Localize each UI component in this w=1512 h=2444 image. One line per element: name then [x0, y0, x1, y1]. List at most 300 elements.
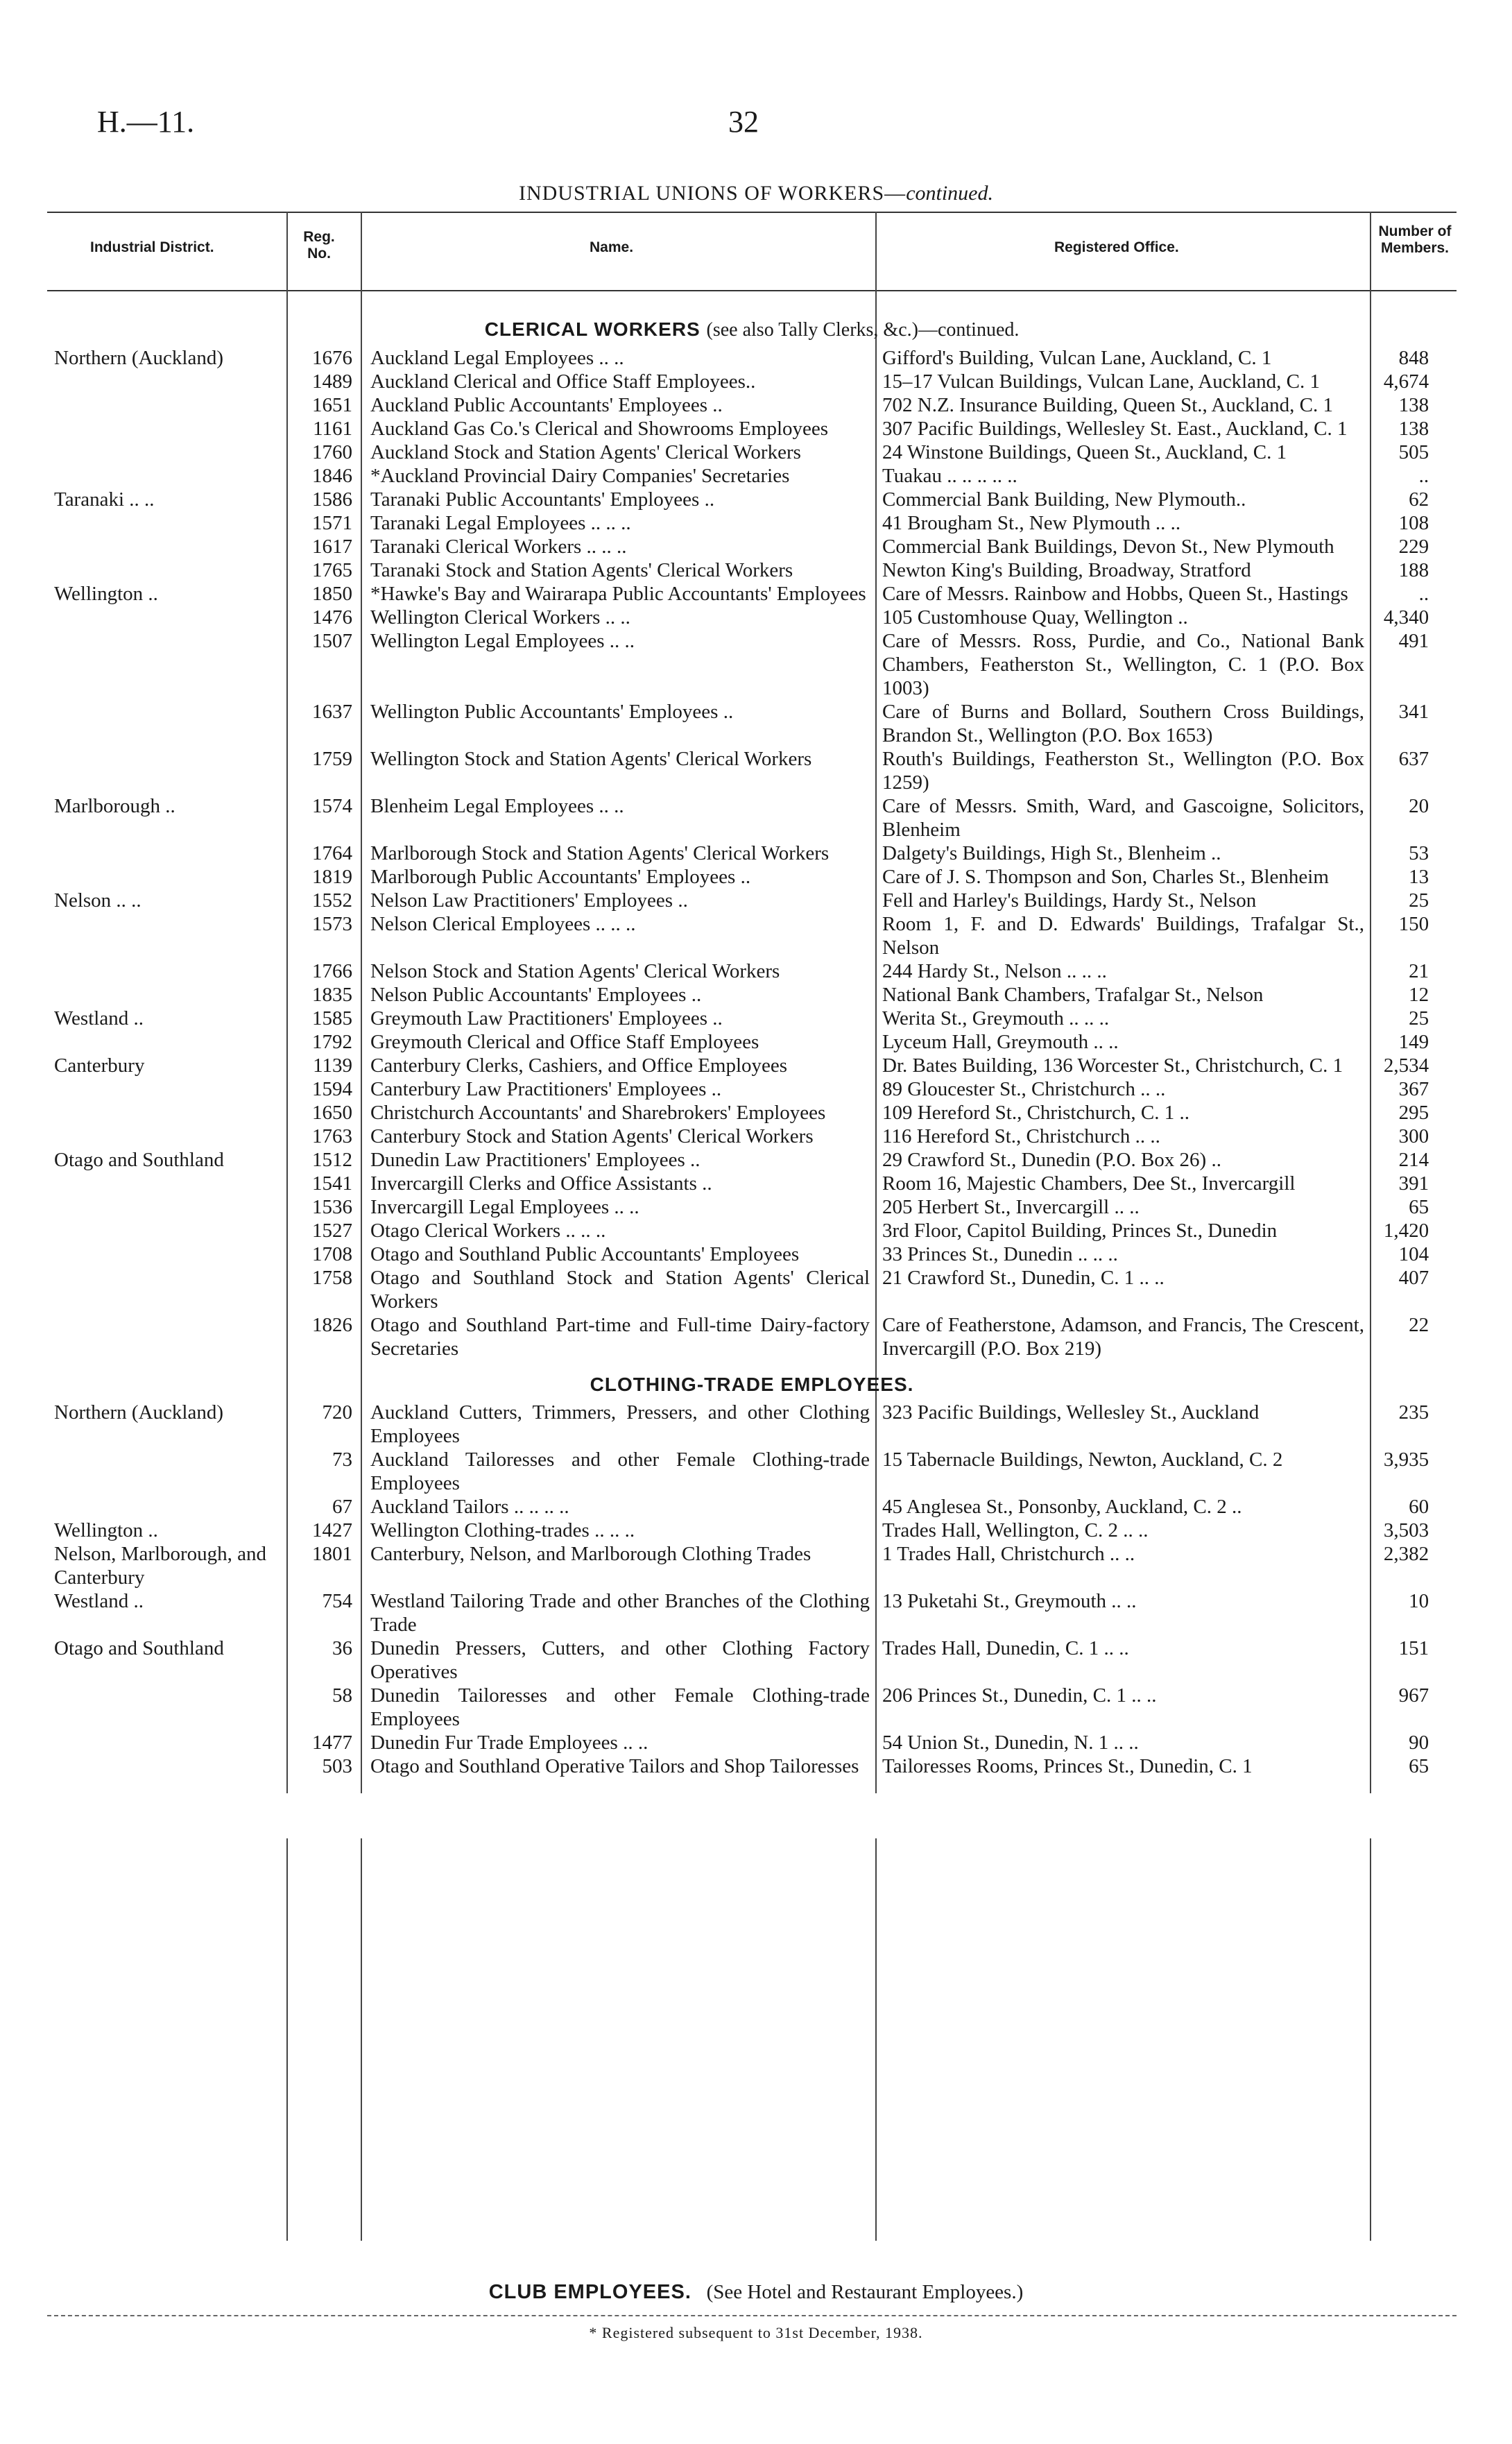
reg-number-cell: 1765: [312, 559, 352, 581]
registered-office-cell: 3rd Floor, Capitol Building, Princes St., Dunedin: [882, 1220, 1278, 1242]
district-cell: Otago and Southland: [54, 1637, 224, 1659]
table-row: [47, 346, 1457, 370]
reg-number-cell: 1476: [312, 606, 352, 629]
union-name-cell: Marlborough Stock and Station Agents' Clerical Workers: [370, 842, 830, 864]
registered-office-cell: Tuakau .. .. .. .. ..: [882, 465, 1017, 487]
district-cell: [47, 1195, 286, 1219]
reg-number-cell: 1801: [312, 1543, 352, 1565]
reg-number-cell: 1586: [312, 488, 352, 511]
union-name-cell: Nelson Clerical Employees .. .. ..: [370, 913, 636, 935]
title-italic: continued.: [906, 182, 993, 205]
district-cell: [47, 606, 286, 629]
reg-number-cell: 1139: [313, 1054, 352, 1077]
member-count-cell: 505: [1398, 441, 1429, 463]
table-row: [47, 1242, 1457, 1266]
section-heading-row: [47, 311, 1457, 346]
reg-number-cell: 1850: [312, 583, 352, 605]
column-divider-district-2: [286, 1838, 288, 2241]
member-count-cell: 151: [1398, 1637, 1429, 1659]
table-row: [47, 1401, 1457, 1448]
reg-number-cell: 1846: [312, 465, 352, 487]
member-count-cell: 104: [1398, 1243, 1429, 1265]
reg-number-cell: 1651: [312, 394, 352, 416]
reg-number-cell: 1594: [312, 1078, 352, 1100]
registered-office-cell: 15 Tabernacle Buildings, Newton, Auckland, C. 2: [882, 1449, 1283, 1471]
section-heading: [47, 311, 1457, 346]
district-cell: [47, 841, 286, 865]
table-row: [47, 464, 1457, 488]
member-count-cell: 13: [1409, 866, 1429, 888]
district-cell: [47, 1313, 286, 1360]
table-row: [47, 1030, 1457, 1054]
table-row: [47, 1589, 1457, 1637]
union-name-cell: Marlborough Public Accountants' Employees ..: [370, 866, 751, 888]
registered-office-cell: Gifford's Building, Vulcan Lane, Auckland, C. 1: [882, 347, 1272, 369]
reg-number-cell: 1161: [313, 418, 352, 440]
footnote-rule: [47, 2315, 1457, 2316]
table-row: [47, 983, 1457, 1007]
member-count-cell: 150: [1398, 913, 1429, 935]
registered-office-cell: 702 N.Z. Insurance Building, Queen St., Auckland, C. 1: [882, 394, 1333, 416]
column-header-district: Industrial District.: [90, 239, 214, 255]
district-cell: [47, 912, 286, 959]
district-cell: [47, 865, 286, 889]
column-header-office: Registered Office.: [1054, 239, 1179, 255]
registered-office-cell: 89 Gloucester St., Christchurch .. ..: [882, 1078, 1166, 1100]
union-name-cell: Wellington Stock and Station Agents' Clerical Workers: [370, 748, 812, 770]
district-cell: [47, 511, 286, 535]
district-cell: [47, 629, 286, 700]
table-row: [47, 1101, 1457, 1125]
footnote: * Registered subsequent to 31st December, 1938.: [589, 2324, 923, 2341]
reg-number-cell: 503: [322, 1755, 352, 1777]
union-name-cell: Invercargill Legal Employees .. ..: [370, 1196, 639, 1218]
member-count-cell: 149: [1398, 1031, 1429, 1053]
member-count-cell: 108: [1398, 512, 1429, 534]
reg-number-cell: 1512: [312, 1149, 352, 1171]
reg-number-cell: 1759: [312, 748, 352, 770]
reg-number-cell: 720: [322, 1401, 352, 1424]
table-row: [47, 1125, 1457, 1148]
registered-office-cell: Tailoresses Rooms, Princes St., Dunedin, C. 1: [882, 1755, 1253, 1777]
table-row: [47, 535, 1457, 558]
reg-number-cell: 1758: [312, 1267, 352, 1289]
section-note: (see also Tally Clerks, &c.)—continued.: [706, 319, 1020, 341]
union-name-cell: Taranaki Clerical Workers .. .. ..: [370, 536, 627, 558]
district-cell: [47, 1219, 286, 1242]
reg-number-cell: 1571: [312, 512, 352, 534]
union-name-cell: Christchurch Accountants' and Sharebrokers' Employees: [370, 1102, 826, 1124]
table-row: [47, 1448, 1457, 1495]
district-cell: [47, 700, 286, 747]
registered-office-cell: 33 Princes St., Dunedin .. .. ..: [882, 1243, 1118, 1265]
union-name-cell: Otago and Southland Part-time and Full-time Dairy-factory Secretaries: [370, 1314, 870, 1360]
district-cell: Westland ..: [54, 1590, 144, 1612]
table-row: [47, 441, 1457, 464]
table-row: [47, 1684, 1457, 1731]
table-row: [47, 582, 1457, 606]
registered-office-cell: Dr. Bates Building, 136 Worcester St., Christchurch, C. 1: [882, 1054, 1343, 1077]
union-name-cell: Wellington Legal Employees .. ..: [370, 630, 635, 652]
registered-office-cell: 116 Hereford St., Christchurch .. ..: [882, 1125, 1160, 1147]
member-count-cell: 12: [1409, 984, 1429, 1006]
table-row: [47, 370, 1457, 393]
member-count-cell: 188: [1398, 559, 1429, 581]
district-cell: [47, 1495, 286, 1519]
unions-table: [47, 311, 1457, 1778]
member-count-cell: 4,340: [1383, 606, 1429, 629]
reg-number-cell: 1617: [312, 536, 352, 558]
union-name-cell: Westland Tailoring Trade and other Branches of the Clothing Trade: [370, 1590, 870, 1636]
column-header-members: Number of Members.: [1378, 223, 1452, 256]
member-count-cell: 407: [1398, 1267, 1429, 1289]
registered-office-cell: Room 16, Majestic Chambers, Dee St., Invercargill: [882, 1172, 1296, 1195]
district-cell: [47, 1731, 286, 1754]
registered-office-cell: 205 Herbert St., Invercargill .. ..: [882, 1196, 1140, 1218]
union-name-cell: Taranaki Public Accountants' Employees ..: [370, 488, 715, 511]
registered-office-cell: 21 Crawford St., Dunedin, C. 1 .. ..: [882, 1267, 1165, 1289]
table-row: [47, 865, 1457, 889]
union-name-cell: Otago Clerical Workers .. .. ..: [370, 1220, 606, 1242]
union-name-cell: Canterbury, Nelson, and Marlborough Clothing Trades: [370, 1543, 811, 1565]
member-count-cell: 90: [1409, 1732, 1429, 1754]
column-divider-reg-2: [361, 1838, 362, 2241]
district-cell: [47, 1077, 286, 1101]
member-count-cell: 138: [1398, 418, 1429, 440]
district-cell: Northern (Auckland): [54, 347, 223, 369]
union-name-cell: Dunedin Tailoresses and other Female Clothing-trade Employees: [370, 1684, 870, 1730]
table-row: [47, 488, 1457, 511]
registered-office-cell: 29 Crawford St., Dunedin (P.O. Box 26) ..: [882, 1149, 1221, 1171]
member-count-cell: 22: [1409, 1314, 1429, 1336]
union-name-cell: Wellington Clerical Workers .. ..: [370, 606, 630, 629]
district-cell: Wellington ..: [54, 1519, 158, 1541]
club-note: (See Hotel and Restaurant Employees.): [706, 2281, 1024, 2303]
header-top-rule: [47, 212, 1457, 213]
union-name-cell: Dunedin Law Practitioners' Employees ..: [370, 1149, 701, 1171]
table-row: [47, 1077, 1457, 1101]
reg-number-cell: 1792: [312, 1031, 352, 1053]
district-cell: Nelson, Marlborough, and Canterbury: [54, 1543, 267, 1589]
union-name-cell: Otago and Southland Operative Tailors and Shop Tailoresses: [370, 1755, 859, 1777]
member-count-cell: 2,382: [1383, 1543, 1429, 1565]
member-count-cell: 3,503: [1383, 1519, 1429, 1541]
table-row: [47, 889, 1457, 912]
table-row: [47, 1172, 1457, 1195]
registered-office-cell: Care of Featherstone, Adamson, and Francis, The Crescent, Invercargill (P.O. Box 219): [882, 1314, 1364, 1360]
reg-number-cell: 754: [322, 1590, 352, 1612]
member-count-cell: 65: [1409, 1196, 1429, 1218]
member-count-cell: 65: [1409, 1755, 1429, 1777]
registered-office-cell: Care of Messrs. Rainbow and Hobbs, Queen St., Hastings: [882, 583, 1348, 605]
member-count-cell: 62: [1409, 488, 1429, 511]
reg-number-cell: 67: [332, 1496, 352, 1518]
table-row: [47, 1007, 1457, 1030]
union-name-cell: Canterbury Law Practitioners' Employees ..: [370, 1078, 722, 1100]
page-number: 32: [728, 105, 759, 139]
registered-office-cell: 13 Puketahi St., Greymouth .. ..: [882, 1590, 1137, 1612]
district-cell: [47, 983, 286, 1007]
reg-number-cell: 1766: [312, 960, 352, 982]
table-row: [47, 1731, 1457, 1754]
member-count-cell: 21: [1409, 960, 1429, 982]
unions-table-body: [47, 311, 1457, 1778]
table-row: [47, 700, 1457, 747]
union-name-cell: Auckland Legal Employees .. ..: [370, 347, 624, 369]
registered-office-cell: 307 Pacific Buildings, Wellesley St. East., Auckland, C. 1: [882, 418, 1348, 440]
union-name-cell: Taranaki Legal Employees .. .. ..: [370, 512, 631, 534]
reg-number-cell: 1574: [312, 795, 352, 817]
union-name-cell: Taranaki Stock and Station Agents' Clerical Workers: [370, 559, 793, 581]
section-gap: [47, 1360, 1457, 1366]
table-row: [47, 912, 1457, 959]
union-name-cell: Dunedin Fur Trade Employees .. ..: [370, 1732, 648, 1754]
reg-number-cell: 1676: [312, 347, 352, 369]
district-cell: [47, 464, 286, 488]
district-cell: [47, 1172, 286, 1195]
column-header-reg: Reg. No.: [303, 229, 335, 262]
reg-number-cell: 1477: [312, 1732, 352, 1754]
member-count-cell: 2,534: [1383, 1054, 1429, 1077]
registered-office-cell: 206 Princes St., Dunedin, C. 1 .. ..: [882, 1684, 1157, 1707]
club-employees-line: [0, 2281, 1512, 2304]
member-count-cell: 491: [1398, 630, 1429, 652]
table-row: [47, 417, 1457, 441]
district-cell: [47, 558, 286, 582]
district-cell: Westland ..: [54, 1007, 144, 1029]
registered-office-cell: Care of Messrs. Ross, Purdie, and Co., National Bank Chambers, Featherston St., Wellington, C. 1 (P.O. Box 1003): [882, 630, 1364, 699]
district-cell: [47, 1684, 286, 1731]
section-heading-row: [47, 1366, 1457, 1401]
registered-office-cell: Werita St., Greymouth .. .. ..: [882, 1007, 1110, 1029]
registered-office-cell: Lyceum Hall, Greymouth .. ..: [882, 1031, 1119, 1053]
member-count-cell: 60: [1409, 1496, 1429, 1518]
club-heading: CLUB EMPLOYEES.: [488, 2281, 691, 2303]
district-cell: Taranaki .. ..: [54, 488, 155, 511]
registered-office-cell: Dalgety's Buildings, High St., Blenheim ..: [882, 842, 1221, 864]
union-name-cell: Auckland Tailoresses and other Female Clothing-trade Employees: [370, 1449, 870, 1494]
table-row: [47, 511, 1457, 535]
registered-office-cell: 323 Pacific Buildings, Wellesley St., Auckland: [882, 1401, 1260, 1424]
union-name-cell: Auckland Public Accountants' Employees ..: [370, 394, 723, 416]
reg-number-cell: 1835: [312, 984, 352, 1006]
union-name-cell: Otago and Southland Stock and Station Agents' Clerical Workers: [370, 1267, 870, 1313]
district-cell: [47, 1242, 286, 1266]
reg-number-cell: 1819: [312, 866, 352, 888]
union-name-cell: Nelson Law Practitioners' Employees ..: [370, 889, 688, 912]
member-count-cell: 25: [1409, 1007, 1429, 1029]
district-cell: [47, 959, 286, 983]
member-count-cell: 300: [1398, 1125, 1429, 1147]
title-main: INDUSTRIAL UNIONS OF WORKERS—: [518, 182, 907, 205]
member-count-cell: 4,674: [1383, 370, 1429, 393]
district-cell: Marlborough ..: [54, 795, 175, 817]
member-count-cell: 229: [1398, 536, 1429, 558]
reg-number-cell: 1826: [312, 1314, 352, 1336]
union-name-cell: Wellington Clothing-trades .. .. ..: [370, 1519, 635, 1541]
union-name-cell: Canterbury Stock and Station Agents' Clerical Workers: [370, 1125, 814, 1147]
table-row: [47, 1495, 1457, 1519]
registered-office-cell: Routh's Buildings, Featherston St., Wellington (P.O. Box 1259): [882, 748, 1364, 794]
registered-office-cell: Fell and Harley's Buildings, Hardy St., Nelson: [882, 889, 1257, 912]
district-cell: [47, 535, 286, 558]
district-cell: [47, 441, 286, 464]
union-name-cell: Greymouth Law Practitioners' Employees ..: [370, 1007, 723, 1029]
table-row: [47, 1054, 1457, 1077]
member-count-cell: 235: [1398, 1401, 1429, 1424]
table-row: [47, 1542, 1457, 1589]
table-row: [47, 1754, 1457, 1778]
member-count-cell: 341: [1398, 701, 1429, 723]
reg-number-cell: 1536: [312, 1196, 352, 1218]
union-name-cell: Auckland Cutters, Trimmers, Pressers, and other Clothing Employees: [370, 1401, 870, 1447]
district-cell: Nelson .. ..: [54, 889, 141, 912]
reg-number-cell: 1585: [312, 1007, 352, 1029]
column-divider-office-2: [1370, 1838, 1371, 2241]
registered-office-cell: 15–17 Vulcan Buildings, Vulcan Lane, Auckland, C. 1: [882, 370, 1320, 393]
table-row: [47, 606, 1457, 629]
district-cell: [47, 1125, 286, 1148]
column-header-name: Name.: [590, 239, 634, 255]
reg-number-cell: 1763: [312, 1125, 352, 1147]
reg-number-cell: 1637: [312, 701, 352, 723]
district-cell: [47, 1266, 286, 1313]
registered-office-cell: 105 Customhouse Quay, Wellington ..: [882, 606, 1188, 629]
registered-office-cell: 24 Winstone Buildings, Queen St., Auckland, C. 1: [882, 441, 1287, 463]
member-count-cell: 214: [1398, 1149, 1429, 1171]
reg-number-cell: 1489: [312, 370, 352, 393]
registered-office-cell: 41 Brougham St., New Plymouth .. ..: [882, 512, 1181, 534]
union-name-cell: Otago and Southland Public Accountants' Employees: [370, 1243, 800, 1265]
registered-office-cell: 54 Union St., Dunedin, N. 1 .. ..: [882, 1732, 1139, 1754]
section-title: CLOTHING-TRADE EMPLOYEES.: [590, 1374, 914, 1395]
member-count-cell: 25: [1409, 889, 1429, 912]
reg-number-cell: 36: [332, 1637, 352, 1659]
reg-number-cell: 73: [332, 1449, 352, 1471]
union-name-cell: Greymouth Clerical and Office Staff Employees: [370, 1031, 759, 1053]
member-count-cell: 53: [1409, 842, 1429, 864]
member-count-cell: 1,420: [1383, 1220, 1429, 1242]
reg-number-cell: 1541: [312, 1172, 352, 1195]
member-count-cell: 20: [1409, 795, 1429, 817]
union-name-cell: Auckland Tailors .. .. .. ..: [370, 1496, 569, 1518]
registered-office-cell: 1 Trades Hall, Christchurch .. ..: [882, 1543, 1135, 1565]
section-gap-cell: [47, 1360, 1457, 1366]
reg-number-cell: 1573: [312, 913, 352, 935]
union-name-cell: Nelson Stock and Station Agents' Clerical Workers: [370, 960, 780, 982]
table-row: [47, 1637, 1457, 1684]
union-name-cell: *Auckland Provincial Dairy Companies' Secretaries: [370, 465, 790, 487]
registered-office-cell: National Bank Chambers, Trafalgar St., Nelson: [882, 984, 1264, 1006]
member-count-cell: 138: [1398, 394, 1429, 416]
district-cell: [47, 393, 286, 417]
district-cell: [47, 1101, 286, 1125]
district-cell: [47, 1030, 286, 1054]
member-count-cell: 848: [1398, 347, 1429, 369]
union-name-cell: Blenheim Legal Employees .. ..: [370, 795, 624, 817]
reg-number-cell: 1650: [312, 1102, 352, 1124]
reg-number-cell: 1427: [312, 1519, 352, 1541]
table-row: [47, 629, 1457, 700]
member-count-cell: 391: [1398, 1172, 1429, 1195]
member-count-cell: ..: [1418, 583, 1429, 605]
table-row: [47, 1219, 1457, 1242]
registered-office-cell: Care of J. S. Thompson and Son, Charles St., Blenheim: [882, 866, 1329, 888]
table-row: [47, 393, 1457, 417]
district-cell: [47, 1448, 286, 1495]
table-row: [47, 747, 1457, 794]
registered-office-cell: Commercial Bank Building, New Plymouth..: [882, 488, 1246, 511]
union-name-cell: Canterbury Clerks, Cashiers, and Office Employees: [370, 1054, 788, 1077]
table-row: [47, 1266, 1457, 1313]
registered-office-cell: 244 Hardy St., Nelson .. .. ..: [882, 960, 1107, 982]
union-name-cell: Auckland Clerical and Office Staff Employees..: [370, 370, 756, 393]
column-divider-name-2: [875, 1838, 877, 2241]
district-cell: [47, 370, 286, 393]
registered-office-cell: Newton King's Building, Broadway, Stratford: [882, 559, 1251, 581]
member-count-cell: 637: [1398, 748, 1429, 770]
reg-number-cell: 58: [332, 1684, 352, 1707]
registered-office-cell: Commercial Bank Buildings, Devon St., New Plymouth: [882, 536, 1334, 558]
page-title: [0, 182, 1512, 205]
registered-office-cell: 45 Anglesea St., Ponsonby, Auckland, C. 2 ..: [882, 1496, 1242, 1518]
union-name-cell: *Hawke's Bay and Wairarapa Public Accountants' Employees: [370, 583, 866, 605]
document-reference: H.—11.: [97, 105, 195, 139]
header-bottom-rule: [47, 290, 1457, 291]
district-cell: [47, 747, 286, 794]
reg-number-cell: 1764: [312, 842, 352, 864]
reg-number-cell: 1507: [312, 630, 352, 652]
table-row: [47, 1313, 1457, 1360]
district-cell: [47, 1754, 286, 1778]
table-row: [47, 1195, 1457, 1219]
member-count-cell: 967: [1398, 1684, 1429, 1707]
table-row: [47, 1519, 1457, 1542]
union-name-cell: Wellington Public Accountants' Employees ..: [370, 701, 734, 723]
district-cell: Wellington ..: [54, 583, 158, 605]
table-row: [47, 794, 1457, 841]
reg-number-cell: 1527: [312, 1220, 352, 1242]
table-row: [47, 1148, 1457, 1172]
member-count-cell: ..: [1418, 465, 1429, 487]
reg-number-cell: 1760: [312, 441, 352, 463]
member-count-cell: 295: [1398, 1102, 1429, 1124]
district-cell: Northern (Auckland): [54, 1401, 223, 1424]
member-count-cell: 367: [1398, 1078, 1429, 1100]
union-name-cell: Nelson Public Accountants' Employees ..: [370, 984, 702, 1006]
reg-number-cell: 1708: [312, 1243, 352, 1265]
registered-office-cell: Trades Hall, Wellington, C. 2 .. ..: [882, 1519, 1149, 1541]
section-heading: [47, 1366, 1457, 1401]
member-count-cell: 10: [1409, 1590, 1429, 1612]
member-count-cell: 3,935: [1383, 1449, 1429, 1471]
district-cell: Canterbury: [54, 1054, 145, 1077]
district-cell: [47, 417, 286, 441]
union-name-cell: Invercargill Clerks and Office Assistants ..: [370, 1172, 712, 1195]
section-title: CLERICAL WORKERS: [484, 318, 701, 340]
table-row: [47, 558, 1457, 582]
registered-office-cell: Trades Hall, Dunedin, C. 1 .. ..: [882, 1637, 1129, 1659]
table-row: [47, 959, 1457, 983]
district-cell: Otago and Southland: [54, 1149, 224, 1171]
registered-office-cell: Room 1, F. and D. Edwards' Buildings, Trafalgar St., Nelson: [882, 913, 1364, 959]
registered-office-cell: Care of Messrs. Smith, Ward, and Gascoigne, Solicitors, Blenheim: [882, 795, 1364, 841]
table-row: [47, 841, 1457, 865]
registered-office-cell: 109 Hereford St., Christchurch, C. 1 ..: [882, 1102, 1189, 1124]
union-name-cell: Dunedin Pressers, Cutters, and other Clothing Factory Operatives: [370, 1637, 870, 1683]
union-name-cell: Auckland Gas Co.'s Clerical and Showrooms Employees: [370, 418, 829, 440]
registered-office-cell: Care of Burns and Bollard, Southern Cross Buildings, Brandon St., Wellington (P.O. Box 1653): [882, 701, 1364, 746]
